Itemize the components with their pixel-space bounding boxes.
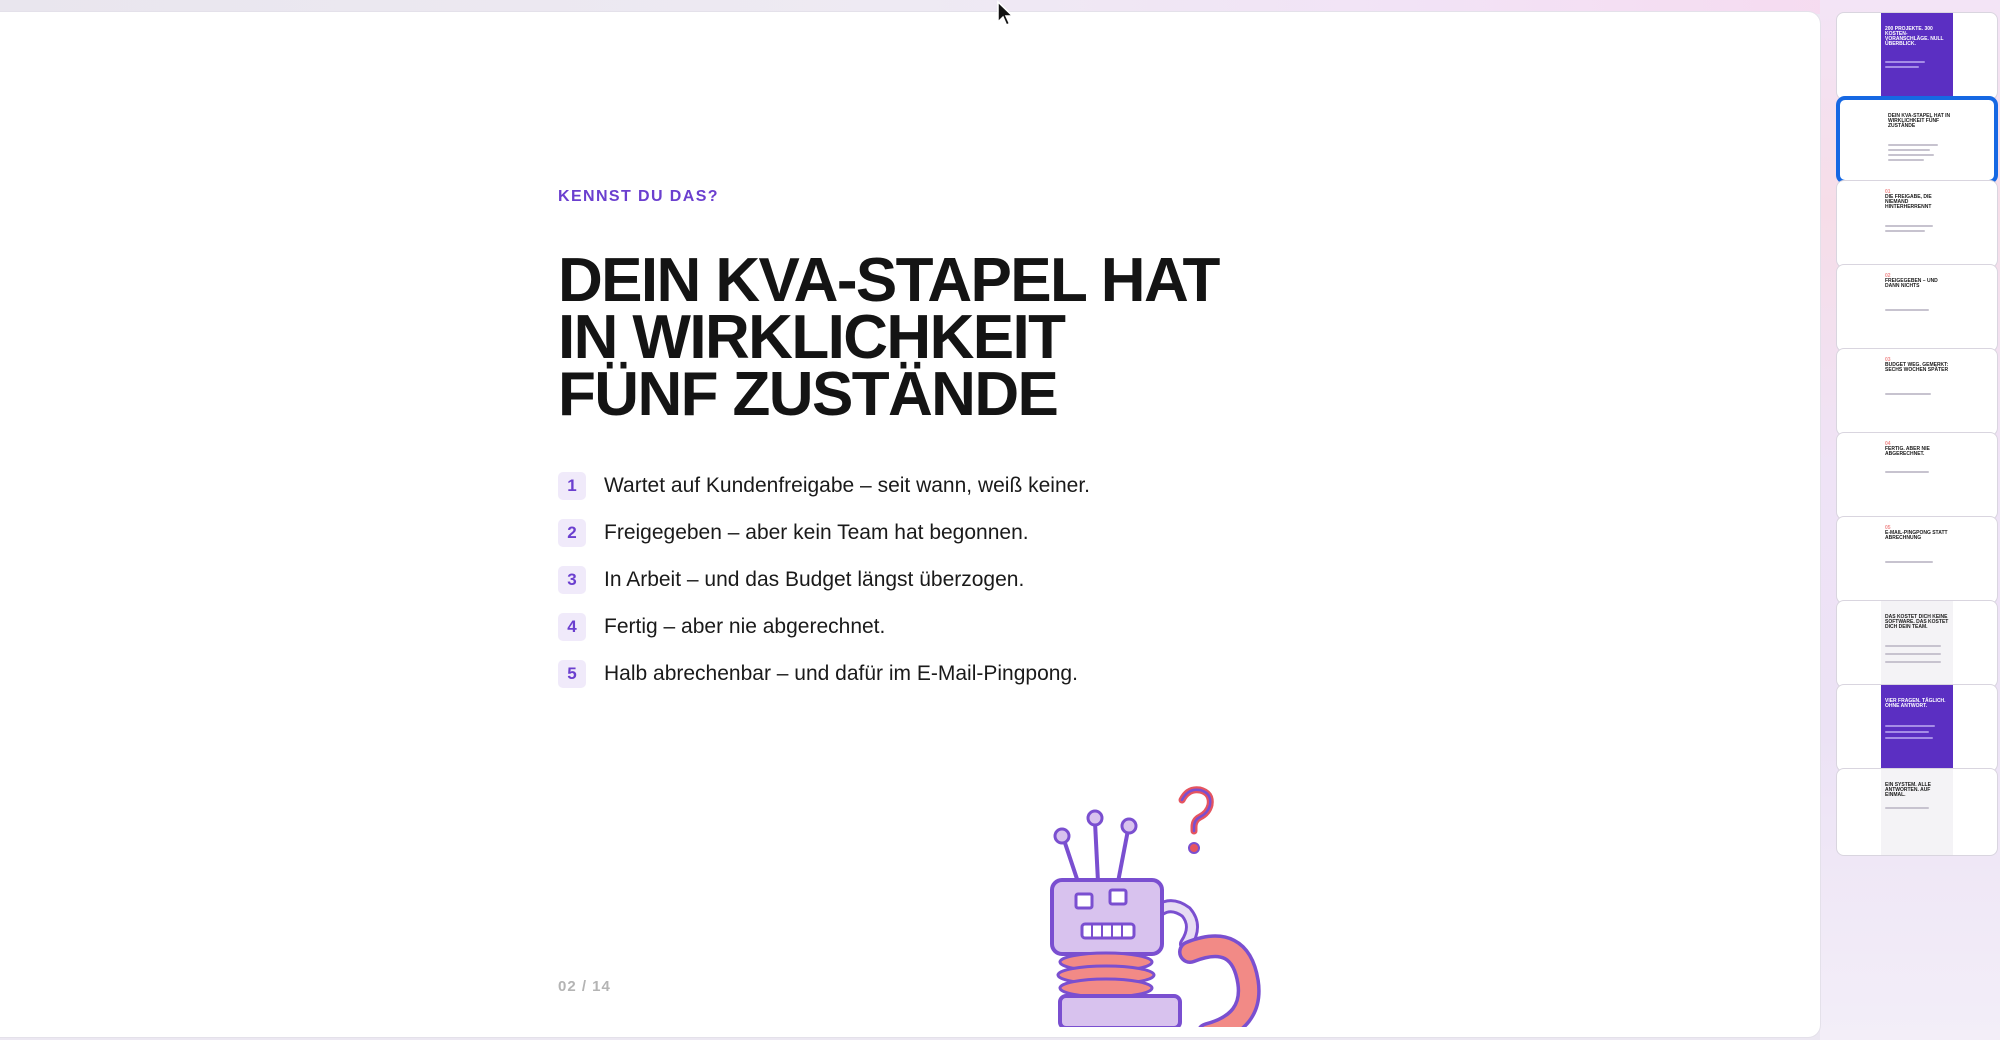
thumbnail-line: [1885, 731, 1929, 733]
thumbnail-line: [1888, 144, 1938, 146]
slide-thumbnail[interactable]: [1836, 684, 1998, 772]
thumbnail-line: [1885, 725, 1935, 727]
mouse-pointer-icon: [996, 0, 1014, 28]
thumbnail-number: 03: [1885, 357, 1891, 363]
thumbnail-line: [1888, 149, 1930, 151]
number-badge: 1: [558, 472, 586, 500]
thumbnail-title: DEIN KVA-STAPEL HAT IN WIRKLICHKEIT FÜNF ZUSTÄNDE: [1888, 113, 1951, 129]
thumbnail-title: DAS KOSTET DICH KEINE SOFTWARE. DAS KOSTET DICH DEIN TEAM.: [1885, 614, 1949, 630]
list-item-text: In Arbeit – und das Budget längst überzogen.: [604, 567, 1025, 591]
thumbnail-page: [1881, 517, 1953, 603]
slide-thumbnail[interactable]: [1836, 348, 1998, 436]
thumbnail-line: [1888, 159, 1924, 161]
slide-counter: 02 / 14: [558, 978, 611, 995]
thumbnail-title: EIN SYSTEM. ALLE ANTWORTEN. AUF EINMAL.: [1885, 782, 1931, 798]
thumbnail-title: FERTIG. ABER NIE ABGERECHNET.: [1885, 446, 1930, 457]
slide-eyebrow: KENNST DU DAS?: [558, 188, 719, 205]
number-badge: 5: [558, 660, 586, 688]
thumbnail-title: FREIGEGEBEN – UND DANN NICHTS: [1885, 278, 1938, 289]
thumbnail-page: [1881, 433, 1953, 519]
list-item: [558, 509, 1258, 556]
thumbnail-number: 01: [1885, 189, 1891, 195]
thumbnail-page: [1881, 181, 1953, 267]
thumbnail-number: 04: [1885, 441, 1891, 447]
slide-thumbnail[interactable]: [1836, 600, 1998, 688]
number-badge: 2: [558, 519, 586, 547]
thumbnail-line: [1885, 653, 1941, 655]
thumbnail-title: VIER FRAGEN. TÄGLICH. OHNE ANTWORT.: [1885, 698, 1946, 709]
slide-thumbnail[interactable]: [1836, 516, 1998, 604]
list-item: [558, 603, 1258, 650]
thumbnail-line: [1885, 309, 1929, 311]
thumbnail-line: [1885, 737, 1933, 739]
list-item: [558, 462, 1258, 509]
slide-thumbnail[interactable]: [1836, 12, 1998, 100]
headline-line: IN WIRKLICHKEIT: [558, 303, 1065, 372]
thumbnail-line: [1885, 225, 1933, 227]
number-badge: 3: [558, 566, 586, 594]
list-item-text: Halb abrechenbar – und dafür im E-Mail-Pingpong.: [604, 661, 1078, 685]
thumbnail-number: 02: [1885, 273, 1891, 279]
slide-thumbnail[interactable]: [1836, 264, 1998, 352]
thumbnail-title: 200 PROJEKTE. 300 KOSTEN-VORANSCHLÄGE. NULL ÜBERBLICK.: [1885, 26, 1944, 47]
thumbnail-line: [1885, 661, 1941, 663]
slide-thumbnail[interactable]: [1836, 180, 1998, 268]
thumbnail-title: DIE FREIGABE, DIE NIEMAND HINTERHERRENNT: [1885, 194, 1932, 210]
list-item: [558, 650, 1258, 697]
thumbnail-line: [1885, 61, 1925, 63]
slide-thumbnail-active[interactable]: [1836, 96, 1998, 184]
number-badge: 4: [558, 613, 586, 641]
list-item-text: Wartet auf Kundenfreigabe – seit wann, weiß keiner.: [604, 473, 1090, 497]
thumbnail-line: [1888, 154, 1934, 156]
thumbnail-page: [1884, 100, 1956, 180]
headline-line: DEIN KVA-STAPEL HAT: [558, 246, 1219, 315]
thumbnail-title: BUDGET WEG. GEMERKT: SECHS WOCHEN SPÄTER: [1885, 362, 1949, 373]
slide-thumbnail[interactable]: [1836, 768, 1998, 856]
thumbnail-number: 05: [1885, 525, 1891, 531]
thumbnail-page: [1881, 769, 1953, 855]
thumbnail-line: [1885, 807, 1929, 809]
thumbnail-line: [1885, 645, 1941, 647]
thumbnail-title: E-MAIL-PINGPONG STATT ABRECHNUNG: [1885, 530, 1948, 541]
list-item-text: Fertig – aber nie abgerechnet.: [604, 614, 886, 638]
state-list: [558, 462, 1258, 697]
thumbnail-page: [1881, 349, 1953, 435]
slide-thumbnail[interactable]: [1836, 432, 1998, 520]
thumbnail-line: [1885, 66, 1919, 68]
thumbnail-page: [1881, 601, 1953, 687]
thumbnail-page: [1881, 265, 1953, 351]
list-item-text: Freigegeben – aber kein Team hat begonnen.: [604, 520, 1029, 544]
thumbnail-page: [1881, 685, 1953, 771]
thumbnail-line: [1885, 230, 1925, 232]
thumbnail-line: [1885, 561, 1933, 563]
slide-headline: [558, 246, 1258, 429]
slide-canvas: [0, 12, 1820, 1037]
slide-thumbnail-list[interactable]: [1836, 12, 2000, 1040]
thumbnail-line: [1885, 393, 1931, 395]
list-item: [558, 556, 1258, 603]
robot-question-icon: [1040, 782, 1270, 1027]
headline-line: FÜNF ZUSTÄNDE: [558, 360, 1058, 429]
thumbnail-line: [1885, 471, 1929, 473]
thumbnail-page: [1881, 13, 1953, 99]
